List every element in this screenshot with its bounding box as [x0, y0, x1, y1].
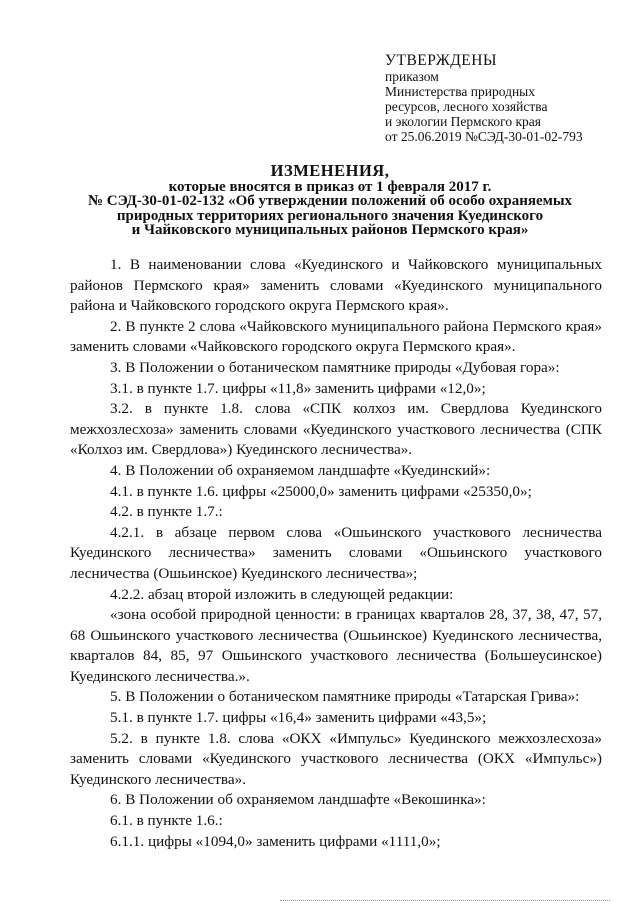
document-body	[70, 255, 602, 852]
paragraph: 5. В Положении о ботаническом памятнике природы «Татарская Грива»:	[110, 688, 580, 706]
approval-line: от 25.06.2019 №СЭД-30-01-02-793	[385, 129, 583, 144]
title-line: и Чайковского муниципальных районов Пермского края»	[131, 222, 529, 238]
title-line: № СЭД-30-01-02-132 «Об утверждении положений об особо охраняемых	[87, 193, 573, 209]
paragraph: 4. В Положении об охраняемом ландшафте «Куединский»:	[110, 461, 491, 479]
title-line: природных территориях регионального значения Куединского	[116, 207, 544, 224]
title-heading: ИЗМЕНЕНИЯ,	[270, 161, 390, 180]
paragraph: 5.2. в пункте 1.8. слова «ОКХ «Импульс» Куединского межхозлесхоза» заменить словами «Куединского участкового лесничества (ОКХ «Импульс») Куединского лесничества».	[70, 729, 602, 788]
approval-line: и экологии Пермского края	[385, 114, 541, 129]
paragraph: 3.2. в пункте 1.8. слова «СПК колхоз им. Свердлова Куединского межхозлесхоза» заменить словами «Куединского участкового лесничества (СПК «Колхоз им. Свердлова») Куединского лесничества».	[70, 400, 602, 459]
paragraph: 1. В наименовании слова «Куединского и Чайковского муниципальных районов Пермского края» заменить словами «Куединского муниципального района и Чайковского городского округа Пермского края».	[70, 256, 602, 315]
paragraph: 6. В Положении об охраняемом ландшафте «Векошинка»:	[110, 791, 486, 809]
paragraph: «зона особой природной ценности: в границах кварталов 28, 37, 38, 47, 57, 68 Ошьинского участкового лесничества (Ошьинское) Куединского лесничества, кварталов 84, 85, 97 Ошьинского участкового лесничества (Большеусинское) Куединского лесничества.».	[70, 606, 602, 685]
paragraph: 4.2. в пункте 1.7.:	[110, 503, 223, 521]
paragraph: 4.1. в пункте 1.6. цифры «25000,0» заменить цифрами «25350,0»;	[110, 482, 532, 500]
title-line: которые вносятся в приказ от 1 февраля 2017 г.	[168, 178, 492, 195]
paragraph: 3. В Положении о ботаническом памятнике природы «Дубовая гора»:	[110, 358, 560, 376]
paragraph: 4.2.2. абзац второй изложить в следующей редакции:	[110, 585, 454, 603]
footer-divider	[280, 900, 610, 902]
approval-block	[385, 52, 625, 144]
paragraph: 6.1.1. цифры «1094,0» заменить цифрами «1111,0»;	[110, 832, 441, 850]
paragraph: 5.1. в пункте 1.7. цифры «16,4» заменить цифрами «43,5»;	[110, 709, 487, 727]
approval-line: ресурсов, лесного хозяйства	[385, 99, 548, 114]
paragraph: 2. В пункте 2 слова «Чайковского муниципального района Пермского края» заменить словами «Чайковского городского округа Пермского края».	[70, 317, 602, 356]
approval-heading: УТВЕРЖДЕНЫ	[385, 52, 497, 69]
paragraph: 6.1. в пункте 1.6.:	[110, 812, 223, 830]
paragraph: 4.2.1. в абзаце первом слова «Ошьинского участкового лесничества Куединского лесничества» заменить словами «Ошьинского участкового лесничества (Ошьинское) Куединского лесничества»;	[70, 523, 602, 582]
document-title	[60, 161, 600, 238]
approval-line: приказом	[385, 69, 439, 84]
paragraph: 3.1. в пункте 1.7. цифры «11,8» заменить цифрами «12,0»;	[110, 379, 486, 397]
approval-line: Министерства природных	[385, 84, 535, 99]
